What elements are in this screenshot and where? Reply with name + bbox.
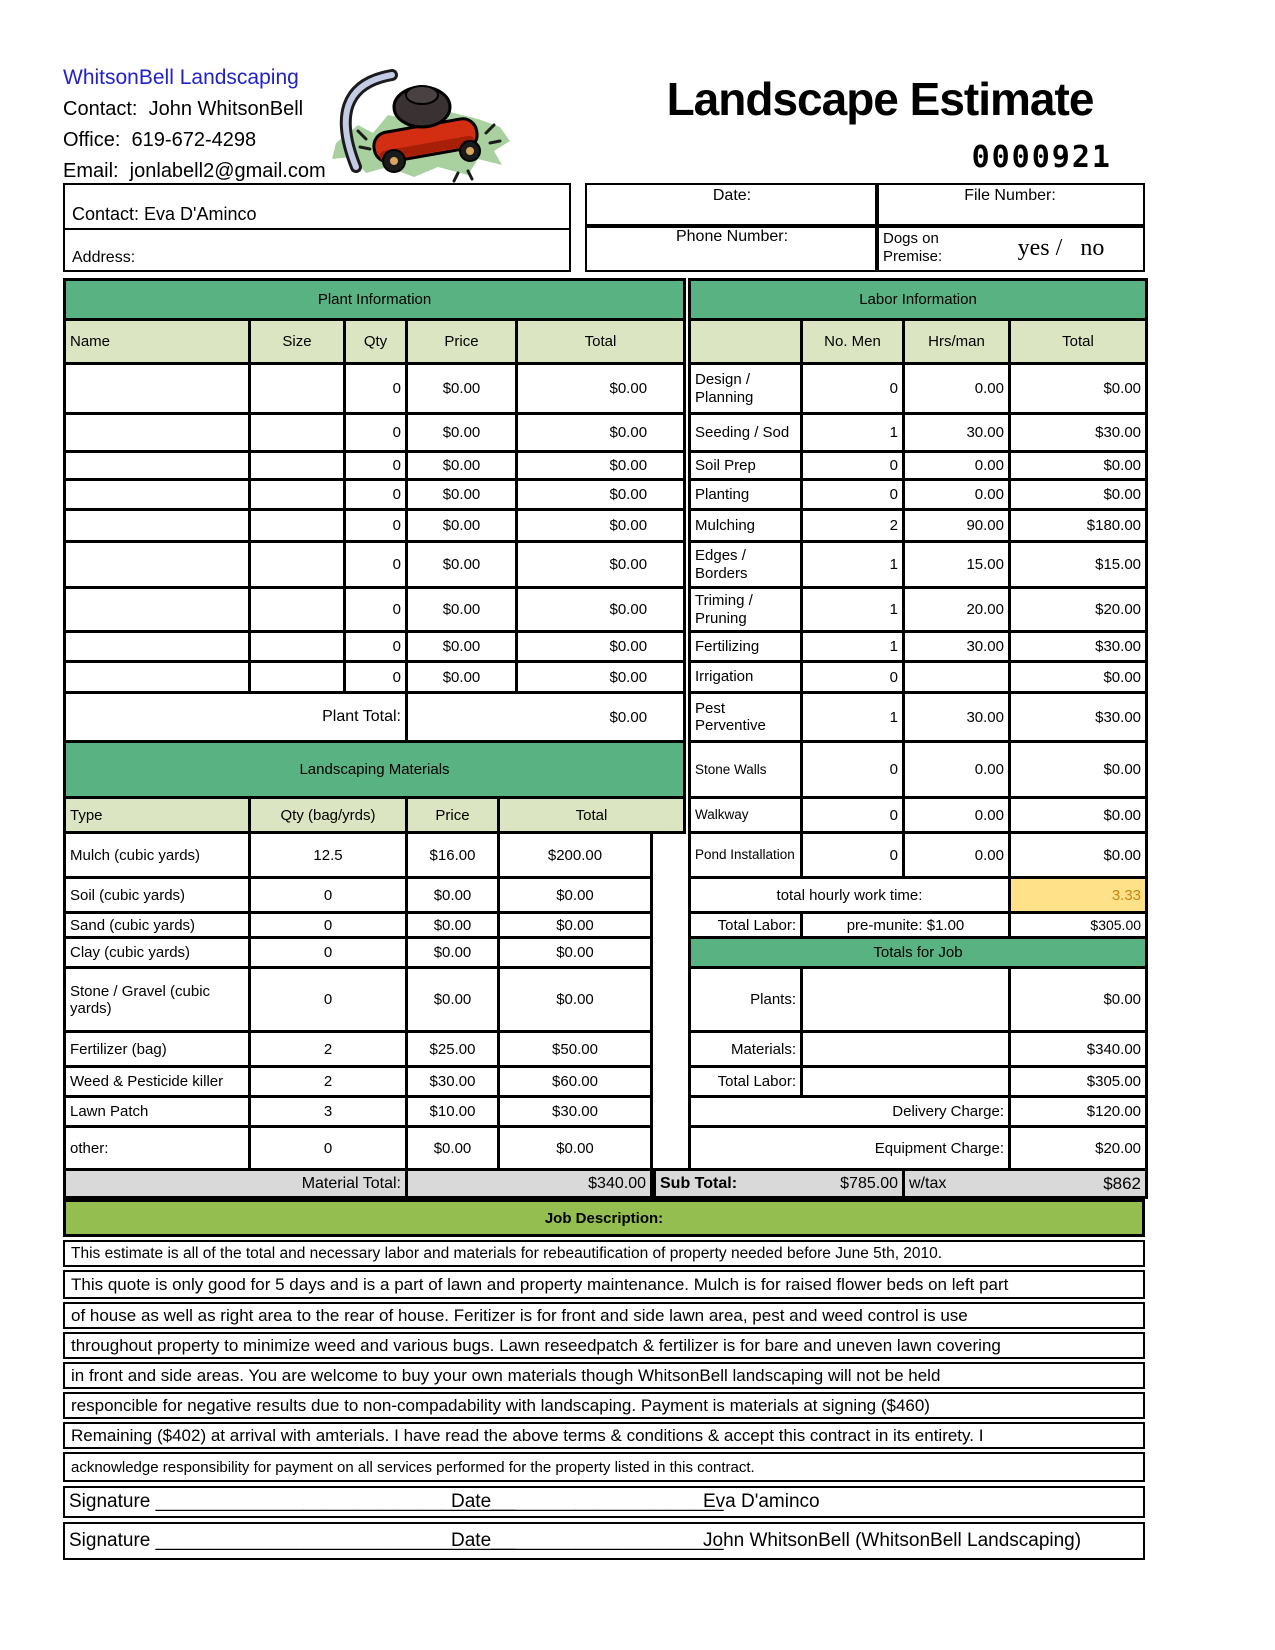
labor-col-task [690,320,802,364]
labor-task: Pest Perventive [690,693,802,742]
materials-col-qty: Qty (bag/yrds) [250,798,407,833]
material-total: $50.00 [499,1032,652,1067]
plant-price-cell: $0.00 [407,510,517,542]
labor-total: $30.00 [1010,693,1147,742]
labor-hrs: 15.00 [904,542,1010,588]
signature-row-client [63,1486,1145,1518]
plant-price-cell: $0.00 [407,480,517,510]
material-total: $0.00 [499,913,652,938]
labor-and-totals-table [653,278,1148,1199]
material-row [65,878,685,913]
plant-qty-cell: 0 [345,510,407,542]
material-price: $25.00 [407,1032,499,1067]
plant-name-cell[interactable] [65,364,250,414]
labor-men: 1 [802,414,904,452]
dogs-on-premise-field [875,224,1145,272]
plant-row [65,480,685,510]
hourly-work-time-value: 3.33 [1010,878,1147,913]
labor-total: $0.00 [1010,364,1147,414]
totals-spacer [802,1067,1010,1097]
job-description-line: throughout property to minimize weed and various bugs. Lawn reseedpatch & fertilizer is for bare and uneven lawn covering [63,1332,1145,1359]
company-office-line: Office: 619-672-4298 [63,129,257,151]
labor-total: $0.00 [1010,480,1147,510]
labor-row [655,662,1147,693]
totals-value: $305.00 [1010,1067,1147,1097]
plant-qty-cell: 0 [345,542,407,588]
labor-task: Walkway [690,798,802,833]
phone-number-field[interactable] [585,224,879,272]
labor-total: $0.00 [1010,662,1147,693]
plant-total-label: Plant Total: [65,693,407,742]
totals-spacer [802,1032,1010,1067]
plant-qty-cell: 0 [345,480,407,510]
labor-row [655,588,1147,632]
labor-hrs: 0.00 [904,742,1010,798]
plant-price-cell: $0.00 [407,542,517,588]
material-qty: 0 [250,913,407,938]
labor-total: $20.00 [1010,588,1147,632]
plant-name-cell[interactable] [65,588,250,632]
labor-hrs: 0.00 [904,798,1010,833]
labor-hrs: 20.00 [904,588,1010,632]
material-price: $0.00 [407,913,499,938]
labor-row [655,510,1147,542]
totals-row [655,1067,1147,1097]
signature-line[interactable]: Signature __________________________________ [69,1491,515,1512]
labor-hrs: 0.00 [904,364,1010,414]
plant-size-cell[interactable] [250,414,345,452]
labor-row [655,798,1147,833]
totals-label: Total Labor: [690,1067,802,1097]
plant-row [65,632,685,662]
plant-size-cell[interactable] [250,452,345,480]
material-type: other: [65,1127,250,1170]
client-contact-field[interactable] [63,183,571,230]
labor-total: $0.00 [1010,452,1147,480]
totals-label: Materials: [690,1032,802,1067]
material-total: $0.00 [499,1127,652,1170]
totals-spacer [802,968,1010,1032]
material-row [65,968,685,1032]
labor-men: 0 [802,833,904,878]
job-description-line: acknowledge responsibility for payment on all services performed for the property listed in this contract. [63,1452,1145,1482]
labor-total: $0.00 [1010,742,1147,798]
material-type: Stone / Gravel (cubic yards) [65,968,250,1032]
material-total-label: Material Total: [65,1170,407,1198]
material-qty: 0 [250,968,407,1032]
material-price: $0.00 [407,878,499,913]
plant-col-total: Total [517,320,685,364]
delivery-charge-label: Delivery Charge: [690,1097,1010,1127]
material-qty: 3 [250,1097,407,1127]
labor-hrs: 0.00 [904,452,1010,480]
material-total: $60.00 [499,1067,652,1097]
plant-total-cell: $0.00 [517,414,685,452]
material-type: Weed & Pesticide killer [65,1067,250,1097]
job-description-line: This quote is only good for 5 days and is a part of lawn and property maintenance. Mulch is for raised flower beds on left part [63,1270,1145,1299]
material-price: $0.00 [407,968,499,1032]
wtax-label: w/tax [909,1174,947,1192]
plant-col-size: Size [250,320,345,364]
labor-total: $15.00 [1010,542,1147,588]
labor-men: 0 [802,480,904,510]
material-row [65,833,685,878]
plant-price-cell: $0.00 [407,414,517,452]
labor-task: Mulching [690,510,802,542]
labor-row [655,693,1147,742]
labor-row [655,742,1147,798]
totals-section-title: Totals for Job [690,938,1147,968]
job-description-line: in front and side areas. You are welcome to buy your own materials though WhitsonBell landscaping will not be held [63,1362,1145,1389]
dogs-on-premise-label: Dogs on Premise: [883,230,943,265]
signature-name: John WhitsonBell (WhitsonBell Landscaping) [703,1530,1082,1551]
signature-date-line[interactable]: Date______________________ [451,1491,724,1512]
plant-size-cell[interactable] [250,480,345,510]
labor-men: 1 [802,542,904,588]
date-label: Date: [712,187,752,204]
phone-number-label: Phone Number: [675,228,789,245]
totals-row [655,968,1147,1032]
labor-row [655,833,1147,878]
plant-name-cell[interactable] [65,632,250,662]
labor-task: Irrigation [690,662,802,693]
labor-hrs: 30.00 [904,693,1010,742]
material-row [65,1067,685,1097]
plant-and-materials-table [63,278,686,1199]
plant-name-cell[interactable] [65,414,250,452]
plant-total-cell: $0.00 [517,510,685,542]
plant-row [65,542,685,588]
material-type: Fertilizer (bag) [65,1032,250,1067]
delivery-charge-value: $120.00 [1010,1097,1147,1127]
plant-row [65,662,685,693]
plant-price-cell: $0.00 [407,588,517,632]
material-row [65,938,685,968]
plant-price-cell: $0.00 [407,452,517,480]
labor-men: 0 [802,452,904,480]
material-row [65,1032,685,1067]
labor-total-value: $305.00 [1010,913,1147,938]
plant-col-qty: Qty [345,320,407,364]
plant-total-cell: $0.00 [517,632,685,662]
file-number-label: File Number: [964,187,1056,204]
plant-info-section-title: Plant Information [65,280,685,320]
plant-row [65,414,685,452]
material-qty: 2 [250,1067,407,1097]
material-type: Lawn Patch [65,1097,250,1127]
labor-preminute-label: pre-munite: $1.00 [802,913,1010,938]
labor-col-hrs: Hrs/man [904,320,1010,364]
client-address-label: Address: [72,249,136,266]
labor-task: Triming / Pruning [690,588,802,632]
plant-price-cell: $0.00 [407,662,517,693]
material-qty: 2 [250,1032,407,1067]
material-price: $0.00 [407,938,499,968]
material-type: Sand (cubic yards) [65,913,250,938]
totals-row [655,1127,1147,1170]
labor-hrs: 30.00 [904,632,1010,662]
plant-size-cell[interactable] [250,662,345,693]
estimate-number: 0000921 [971,140,1112,175]
job-description-line: Remaining ($402) at arrival with amterials. I have read the above terms & conditions & accept this contract in its entirety. I [63,1422,1145,1449]
material-type: Mulch (cubic yards) [65,833,250,878]
plant-qty-cell: 0 [345,452,407,480]
plant-total-value: $0.00 [407,693,685,742]
subtotal-cell [655,1170,904,1198]
job-description-line: This estimate is all of the total and necessary labor and materials for rebeautification of property needed before June 5th, 2010. [63,1240,1145,1267]
company-info-block [63,66,326,191]
plant-size-cell[interactable] [250,632,345,662]
material-total-value: $340.00 [407,1170,652,1198]
labor-row [655,480,1147,510]
labor-task: Stone Walls [690,742,802,798]
plant-qty-cell: 0 [345,662,407,693]
totals-value: $0.00 [1010,968,1147,1032]
labor-total: $0.00 [1010,833,1147,878]
plant-col-price: Price [407,320,517,364]
plant-total-cell: $0.00 [517,364,685,414]
labor-hrs [904,662,1010,693]
client-address-field[interactable] [63,228,571,272]
file-number-field[interactable] [875,183,1145,228]
labor-col-total: Total [1010,320,1147,364]
material-total: $0.00 [499,878,652,913]
materials-section-title: Landscaping Materials [65,742,685,798]
plant-row [65,364,685,414]
totals-label: Plants: [690,968,802,1032]
labor-task: Edges / Borders [690,542,802,588]
plant-name-cell[interactable] [65,662,250,693]
labor-total: $30.00 [1010,414,1147,452]
plant-qty-cell: 0 [345,414,407,452]
material-price: $16.00 [407,833,499,878]
company-email-line: Email: jonlabell2@gmail.com [63,160,326,182]
plant-qty-cell: 0 [345,632,407,662]
material-total: $30.00 [499,1097,652,1127]
material-qty: 0 [250,938,407,968]
labor-men: 1 [802,632,904,662]
material-row [65,913,685,938]
material-price: $0.00 [407,1127,499,1170]
labor-total: $0.00 [1010,798,1147,833]
labor-hrs: 0.00 [904,480,1010,510]
labor-task: Soil Prep [690,452,802,480]
estimate-meta-grid [585,183,1145,272]
labor-men: 0 [802,662,904,693]
material-type: Clay (cubic yards) [65,938,250,968]
labor-task: Planting [690,480,802,510]
lawn-mower-icon [318,55,516,187]
material-type: Soil (cubic yards) [65,878,250,913]
company-name: WhitsonBell Landscaping [63,66,299,89]
material-row [65,1127,685,1170]
material-row [65,1097,685,1127]
totals-row [655,1032,1147,1067]
labor-men: 0 [802,798,904,833]
job-description-title: Job Description: [63,1199,1145,1237]
material-price: $10.00 [407,1097,499,1127]
material-total: $0.00 [499,968,652,1032]
material-qty: 0 [250,1127,407,1170]
labor-row [655,452,1147,480]
labor-hrs: 30.00 [904,414,1010,452]
plant-size-cell[interactable] [250,542,345,588]
client-contact-value: Contact: Eva D'Aminco [72,204,257,224]
dogs-yes-no-choice[interactable]: yes / no [1017,234,1105,261]
plant-total-cell: $0.00 [517,662,685,693]
labor-col-men: No. Men [802,320,904,364]
material-qty: 12.5 [250,833,407,878]
plant-total-cell: $0.00 [517,480,685,510]
plant-name-cell[interactable] [65,480,250,510]
labor-men: 2 [802,510,904,542]
equipment-charge-value: $20.00 [1010,1127,1147,1170]
plant-col-name: Name [65,320,250,364]
plant-size-cell[interactable] [250,588,345,632]
labor-men: 1 [802,693,904,742]
wtax-value: $862 [1103,1173,1142,1193]
signature-date-line[interactable]: Date______________________ [451,1530,724,1551]
equipment-charge-label: Equipment Charge: [690,1127,1010,1170]
labor-info-section-title: Labor Information [690,280,1147,320]
labor-row [655,414,1147,452]
plant-row [65,588,685,632]
hourly-work-time-label: total hourly work time: [690,878,1010,913]
labor-men: 0 [802,364,904,414]
labor-task: Seeding / Sod [690,414,802,452]
materials-col-total: Total [499,798,685,833]
material-price: $30.00 [407,1067,499,1097]
plant-name-cell[interactable] [65,510,250,542]
job-description-line: of house as well as right area to the rear of house. Feritizer is for front and side lawn area, pest and weed control is use [63,1302,1145,1329]
labor-row [655,542,1147,588]
plant-name-cell[interactable] [65,542,250,588]
subtotal-label: Sub Total: [660,1174,738,1192]
plant-row [65,452,685,480]
material-total: $0.00 [499,938,652,968]
plant-qty-cell: 0 [345,588,407,632]
materials-col-type: Type [65,798,250,833]
labor-hrs: 0.00 [904,833,1010,878]
labor-task: Fertilizing [690,632,802,662]
wtax-cell [904,1170,1147,1198]
plant-total-cell: $0.00 [517,452,685,480]
materials-col-price: Price [407,798,499,833]
plant-price-cell: $0.00 [407,364,517,414]
date-field[interactable] [585,183,879,228]
material-qty: 0 [250,878,407,913]
signature-name: Eva D'aminco [703,1491,820,1512]
plant-size-cell[interactable] [250,364,345,414]
labor-total-label: Total Labor: [690,913,802,938]
labor-total: $180.00 [1010,510,1147,542]
signature-row-contractor [63,1522,1145,1560]
labor-men: 1 [802,588,904,632]
labor-total: $30.00 [1010,632,1147,662]
labor-task: Pond Installation [690,833,802,878]
document-title: Landscape Estimate [666,73,1094,125]
totals-value: $340.00 [1010,1032,1147,1067]
plant-price-cell: $0.00 [407,632,517,662]
labor-row [655,364,1147,414]
labor-hrs: 90.00 [904,510,1010,542]
company-contact-line: Contact: John WhitsonBell [63,98,304,120]
job-description-line: responcible for negative results due to non-compadability with landscaping. Payment is materials at signing ($460) [63,1392,1145,1419]
material-total: $200.00 [499,833,652,878]
labor-task: Design / Planning [690,364,802,414]
plant-total-cell: $0.00 [517,588,685,632]
subtotal-value: $785.00 [840,1174,898,1192]
plant-row [65,510,685,542]
job-description-section [63,1199,1145,1560]
signature-line[interactable]: Signature __________________________________ [69,1530,515,1551]
plant-total-cell: $0.00 [517,542,685,588]
totals-row [655,1097,1147,1127]
labor-row [655,632,1147,662]
plant-name-cell[interactable] [65,452,250,480]
plant-size-cell[interactable] [250,510,345,542]
plant-qty-cell: 0 [345,364,407,414]
labor-men: 0 [802,742,904,798]
